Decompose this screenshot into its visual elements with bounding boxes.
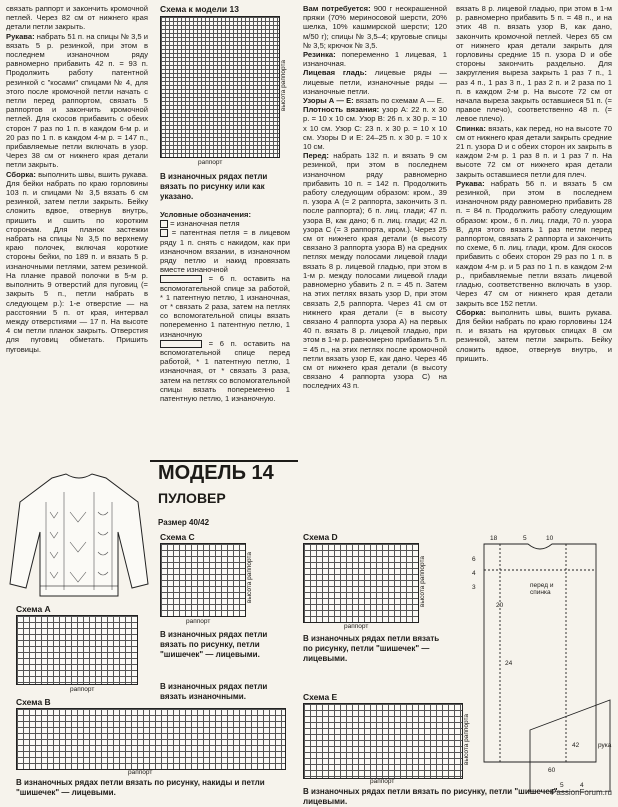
column-3 <box>303 4 447 391</box>
legend-item <box>160 339 290 403</box>
dimension: 6 <box>472 556 476 563</box>
scheme-a-caption: В изнаночных рядах петли вязать изнаночными. <box>160 682 268 701</box>
sewing-pattern <box>470 530 612 792</box>
dimension: 5 <box>523 535 527 542</box>
scheme-b-caption: В изнаночных рядах петли вязать по рисунку, накиды и петли "шишечек" — лицевыми. <box>16 778 265 797</box>
dimension: 42 <box>572 742 580 749</box>
model-subtitle: ПУЛОВЕР <box>158 490 226 506</box>
heading: Рукава: <box>456 178 485 188</box>
dimension: 18 <box>490 535 498 542</box>
rapport-label: раппорт <box>344 623 369 630</box>
paragraph: вязать 8 р. лицевой гладью, при этом в 1-м р. равномерно прибавить 5 п. = 48 п., и на этих 48 п. вязать узор В, как дано, закончить кромочной петлей. Через 65 см от нижнего края детали закрыть для горловины средние 15 п. узора D и обе стороны закончить раздельно. Для закругления выреза закрыть 1 раз 7 п., 1 раз 4 п., 1 раз 3 п., 1 раз 2 п. и 2 раза по 1 п. в каждом 2-м р. На высоте 72 см от начала выреза закрыть оставшиеся 51 п. (= правое плечо), соответственно 48 п. (= левое плечо). <box>456 4 612 124</box>
paragraph <box>303 68 447 96</box>
scheme-c-caption: В изнаночных рядах петли вязать по рисунку, петли "шишечек" — лицевыми. <box>160 630 268 659</box>
column-1 <box>6 4 148 354</box>
heading: Спинка: <box>456 123 486 133</box>
text: попеременно 1 лицевая, 1 изнаночная. <box>303 50 447 69</box>
scheme-d-caption: В изнаночных рядах петли вязать по рисунку, петли "шишечек" — лицевыми. <box>303 634 440 663</box>
dimension: 5 <box>560 782 564 789</box>
heading: Перед: <box>303 151 329 161</box>
height-label: высота раппорта <box>463 714 470 766</box>
patent-symbol <box>160 229 168 237</box>
legend-text: = изнаночная петля <box>170 219 240 229</box>
text: вязать по схемам А — Е. <box>355 96 444 106</box>
legend-title: Условные обозначения: <box>160 210 252 219</box>
cable-left-symbol <box>160 340 202 348</box>
heading: Сборка: <box>6 169 36 179</box>
sweater-illustration <box>6 472 152 600</box>
paragraph <box>456 179 612 308</box>
legend-text: = 6 п. оставить на вспомогательной спице перед работой, * 1 патентную петлю, 1 изнаночная, от * связать 3 раза, затем на петлях со вспомогательной спицы вязать попеременно 1 патентную петлю, 1 изнаночную. <box>160 338 290 404</box>
scheme-d-title: Схема D <box>303 532 338 542</box>
purl-symbol <box>160 220 168 228</box>
scheme-c-title: Схема С <box>160 532 195 542</box>
front-back-label: перед и спинка <box>530 582 554 596</box>
paragraph <box>456 124 612 179</box>
scheme-b-title: Схема В <box>16 697 51 707</box>
text: выполнить швы, вшить рукава. Для бейки набрать по краю горловины 103 п. и спицами № 3,5 вязать 6 см резинкой, затем петли закрыть. Бейку сложить вдвое, отвернув внутрь, пришить и сшить по коротким сторонам. Для планок застежки набрать на спицы № 3,5 по верхнему краю полочек, включая короткие стороны бейки, по 189 п. и вязать 5 р. изнаночными петлями, затем резинкой. На планке правой полочки в 5-м р. выполнить 9 отверстий для пуговиц (= закрыть 5 п., петли набрать в следующем р.): 1-е отверстие — на расстоянии 5 п. от края, интервал между отверстиями — 17 п. На высоте 4 см петли планок закрыть. Отверстия для пуговиц обметать. Пришить пуговицы. <box>6 169 148 354</box>
sleeve-label: рука <box>598 742 612 749</box>
scheme-e-caption: В изнаночных рядах петли вязать по рисунку, петли "шишечек" — лицевыми. <box>303 787 568 806</box>
model-size: Размер 40/42 <box>158 518 210 527</box>
heading: Сборка: <box>456 307 486 317</box>
legend-item <box>160 228 290 274</box>
legend-text: = 6 п. оставить на вспомогательной спице за работой, * 1 патентную петлю, 1 изнаночная, от * связать 2 раза, затем на петлях со вспомогательной спицы вязать попеременно 1 патентную петлю, 1 изнаночную <box>160 274 290 339</box>
cable-right-symbol <box>160 275 202 283</box>
heading: Узоры А — Е: <box>303 96 354 106</box>
schema-13-caption: В изнаночных рядах петли вязать по рисунку или как указано. <box>160 172 268 201</box>
scheme-b-grid <box>16 708 286 770</box>
paragraph <box>303 50 447 68</box>
paragraph: связать раппорт и закончить кромочной петлей. Через 82 см от нижнего края детали петли закрыть. <box>6 4 148 32</box>
schema-13-grid <box>160 16 280 158</box>
scheme-e-title: Схема Е <box>303 692 338 702</box>
paragraph <box>303 105 447 151</box>
rapport-label: раппорт <box>370 778 395 785</box>
rapport-label: раппорт <box>128 769 153 776</box>
paragraph <box>6 32 148 170</box>
paragraph <box>6 170 148 354</box>
text: 900 г неокрашенной пряжи (70% мериносовой шерсти, 20% шелка, 10% кашмирской шерсти; 120 м/50 г); спицы № 3,5–4; круговые спицы № 3,5; крючок № 3,5. <box>303 4 447 50</box>
legend-item <box>160 219 290 228</box>
legend-text: = патентная петля = в лицевом ряду 1 п. снять с накидом, как при изнаночном вязании, в изнаночном ряду петлю и накид провязать вместе изнаночной <box>160 228 290 275</box>
text: узор А: 22 п. x 30 р. = 10 x 10 см. Узор В: 26 п. x 30 р. = 10 x 10 см. Узор С: 23 п. x 30 р. = 10 x 10 см. Узоры D и Е: 24–25 п. x 30 р. = 10 x 10 см. <box>303 105 447 152</box>
model-title: МОДЕЛЬ 14 <box>158 462 274 484</box>
dimension: 10 <box>546 535 554 542</box>
scheme-c-grid <box>160 543 246 617</box>
paragraph <box>303 96 447 105</box>
heading: Плотность вязания: <box>303 105 380 115</box>
dimension: 24 <box>505 660 513 667</box>
rapport-label: раппорт <box>198 159 223 166</box>
text: набрать 132 п. и вязать 9 см резинкой, при этом в последнем изнаночном ряду равномерно прибавить 10 п. = 142 п. Продолжить работу следующим образом: кром., 39 п. узора А (= 2 раппорта, закончить 3 п. после раппорта); 6 п. лиц. глади; 47 п. узора В, как дано; 6 п. лиц. глади; 42 п. узора С (= 3 раппорта, кром.). Через 25 см от нижнего края детали (в высоту связано 3 раппорта узора В) на средних петлях между полосами лицевой глади вязать 8 р. лицевой гладью, при этом в 1-м р. между полосами лицевой глади равномерно убавить 2 п. = 45 п. Затем на этих петлях вязать узор D, при этом связать 2,5 раппорта. Через 41 см от нижнего края детали (= в высоту связано 4 раппорта узора А) на первых 40 п. вязать 8 р. лицевой гладью, при этом в 1-м р. равномерно прибавить 5 п. = 45 п., на этих петлях после кромочной петли вязать узор Е, как дано. Через 46 см от нижнего края детали (в высоту связано 4 раппорта узора С) на последних 43 п. <box>303 151 447 391</box>
paragraph <box>303 4 447 50</box>
dimension: 60 <box>548 767 556 774</box>
text: вязать, как перед, но на высоте 70 см от нижнего края детали закрыть средние 21 п. узора D и с обеих сторон их закрыть в каждом 2-м р. 1 раз 8 п. и 1 раз 7 п. На высоте 72 см от нижнего края детали закрыть оставшиеся петли для плеч. <box>456 123 612 179</box>
watermark: PassionForum.ru <box>551 788 612 797</box>
legend <box>160 210 290 403</box>
scheme-e-grid <box>303 703 463 779</box>
heading: Лицевая гладь: <box>303 68 367 78</box>
text: выполнить швы, вшить рукава. Для бейки набрать по краю горловины 124 п. и вязать на круговых спицах 8 см резинкой, затем петли закрыть. Бейку сложить вдвое, отвернув внутрь, и пришить. <box>456 307 612 363</box>
legend-item <box>160 274 290 338</box>
heading: Резинка: <box>303 50 336 60</box>
paragraph <box>303 151 447 390</box>
scheme-d-grid <box>303 543 419 623</box>
text: набрать 56 п. и вязать 5 см резинкой, при этом в последнем изнаночном ряду равномерно прибавить 28 п. = 84 п. Продолжить работу следующим образом: кром., 6 п. лиц. глади, 70 п. узора В, для этого вязать 1 раз петли перед раппортом, связать 2 раппорта и закончить по схеме, 6 п. лиц. глади, кром. Для скосов прибавить с обеих сторон 29 раз по 1 п. в каждом 4-м р. и 5 раз по 1 п. в каждом 2-м р., прибавляемые петли вязать лицевой гладью, соответственно включать в узор. Через 47 см от нижнего края детали закрыть все 152 петли. <box>456 178 612 308</box>
rapport-label: раппорт <box>186 618 211 625</box>
scheme-a-title: Схема А <box>16 604 51 614</box>
paragraph <box>456 308 612 363</box>
rapport-label: раппорт <box>70 686 95 693</box>
dimension: 4 <box>580 782 584 789</box>
schema-13-title: Схема к модели 13 <box>160 4 239 14</box>
heading: Вам потребуется: <box>303 4 371 13</box>
text: набрать 51 п. на спицы № 3,5 и вязать 5 р. резинкой, при этом в последнем изнаночном ряду равномерно прибавить 42 п. = 93 п. Продолжить работу патентной резинкой с "косами" спицами № 4, для этого после кромочной петли начать с петли перед раппортом, связать 5 раппортов и закончить кромочной петлей. Для скосов прибавить с обеих сторон 7 раз по 1 п. в каждом 6-м р. и 20 раз по 1 п. в каждом 4-м р. = 147 п., прибавляемые петли включать в узор. Через 38 см от нижнего края детали петли закрыть. <box>6 31 149 170</box>
dimension: 4 <box>472 570 476 577</box>
column-4 <box>456 4 612 363</box>
scheme-a-grid <box>16 615 138 685</box>
height-label: высота раппорта <box>280 60 287 112</box>
height-label: высота раппорта <box>419 556 426 608</box>
dimension: 3 <box>472 584 476 591</box>
heading: Рукава: <box>6 31 35 41</box>
height-label: высота раппорта <box>246 552 253 604</box>
text: лицевые ряды — лицевые петли, изнаночные ряды — изнаночные петли. <box>303 68 447 96</box>
dimension: 20 <box>496 602 504 609</box>
